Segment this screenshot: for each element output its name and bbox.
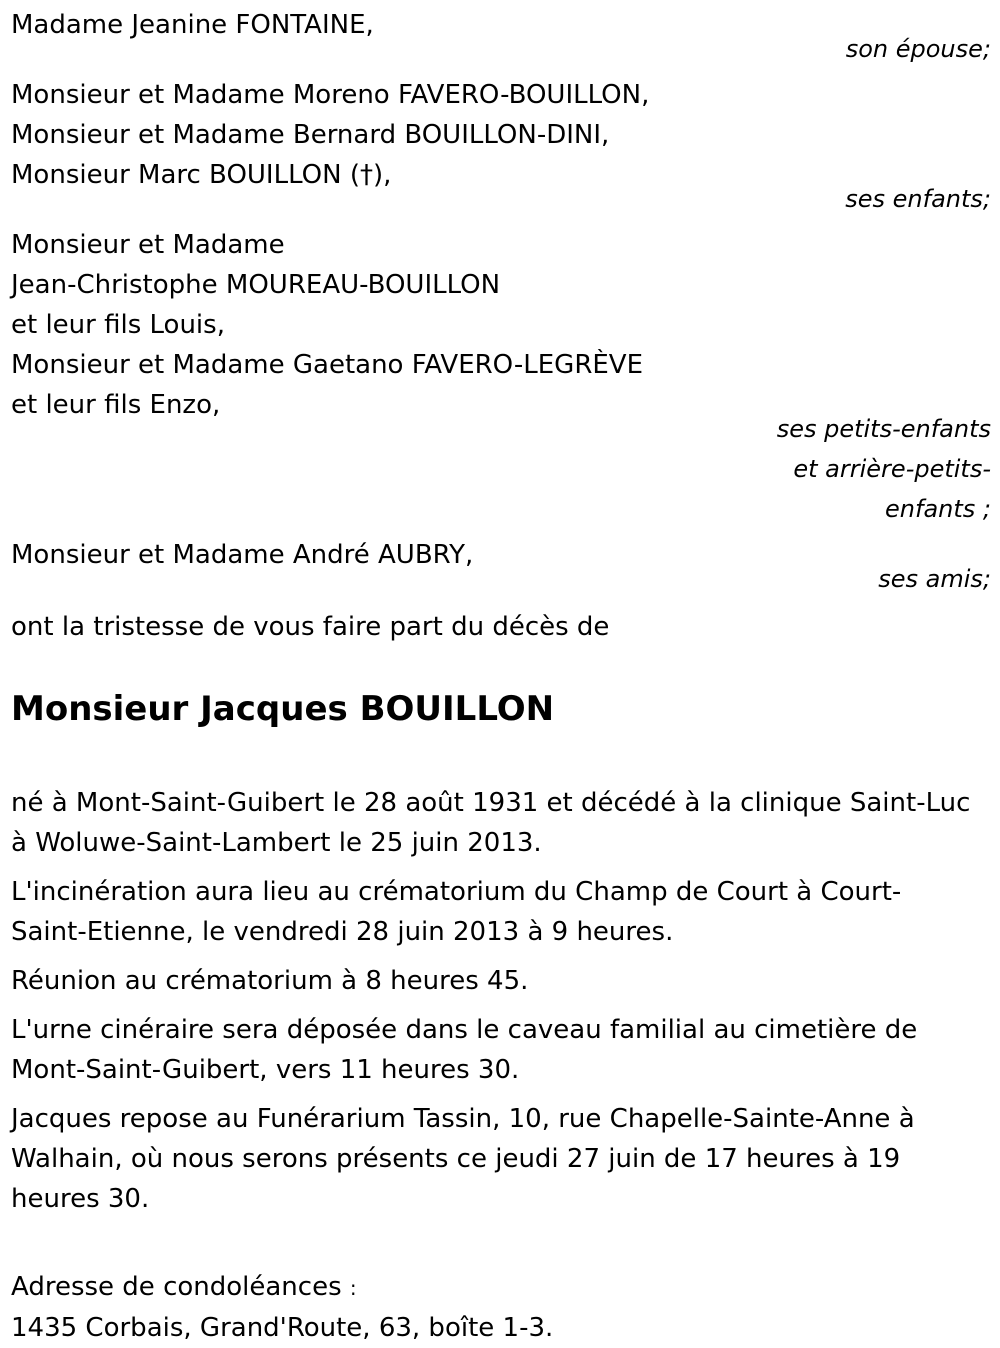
address-label-line [11, 1267, 991, 1308]
grandchild-line: et leur fils Louis, [11, 310, 225, 340]
grandchild-line: Jean-Christophe MOUREAU-BOUILLON [11, 270, 501, 300]
grandchildren-group [11, 225, 991, 529]
friends-role: ses amis; [878, 565, 991, 593]
address-colon: : [349, 1276, 357, 1300]
friends-group [11, 535, 991, 599]
child-name: Monsieur et Madame Moreno FAVERO-BOUILLON, [11, 80, 650, 110]
paragraph-line: L'urne cinéraire sera déposée dans le caveau familial au cimetière de [11, 1015, 918, 1045]
children-role: ses enfants; [845, 185, 991, 213]
paragraph-line: heures 30. [11, 1184, 150, 1214]
grandchild-line: Monsieur et Madame [11, 230, 285, 260]
spouse-group [11, 5, 991, 69]
intro-text: ont la tristesse de vous faire part du décès de [11, 612, 610, 642]
urn-paragraph [11, 1010, 991, 1090]
paragraph-line: Walhain, où nous serons présents ce jeudi 27 juin de 17 heures à 19 [11, 1144, 901, 1174]
grandchild-line: Monsieur et Madame Gaetano FAVERO-LEGRÈVE [11, 350, 644, 380]
child-name: Monsieur et Madame Bernard BOUILLON-DINI, [11, 120, 610, 150]
child-name: Monsieur Marc BOUILLON (†), [11, 160, 392, 190]
grandchildren-role-line: et arrière-petits- [793, 455, 991, 483]
birth-death-paragraph [11, 783, 991, 863]
spouse-name: Madame Jeanine FONTAINE, [11, 10, 374, 40]
address-label: Adresse de condoléances [11, 1272, 342, 1302]
spouse-role: son épouse; [845, 35, 991, 63]
grandchild-line: et leur fils Enzo, [11, 390, 221, 420]
obituary-notice [11, 5, 991, 1348]
paragraph-line: Réunion au crématorium à 8 heures 45. [11, 966, 529, 996]
friend-name: Monsieur et Madame André AUBRY, [11, 540, 474, 570]
paragraph-line: Jacques repose au Funérarium Tassin, 10, rue Chapelle-Sainte-Anne à [11, 1104, 915, 1134]
paragraph-line: L'incinération aura lieu au crématorium du Champ de Court à Court- [11, 877, 902, 907]
paragraph-line: à Woluwe-Saint-Lambert le 25 juin 2013. [11, 828, 542, 858]
funeral-home-paragraph [11, 1099, 991, 1219]
deceased-name: Monsieur Jacques BOUILLON [11, 689, 555, 729]
cremation-paragraph [11, 872, 991, 952]
condolence-address [11, 1267, 991, 1348]
paragraph-line: Mont-Saint-Guibert, vers 11 heures 30. [11, 1055, 520, 1085]
paragraph-line: né à Mont-Saint-Guibert le 28 août 1931 et décédé à la clinique Saint-Luc [11, 788, 971, 818]
gathering-paragraph [11, 961, 991, 1001]
paragraph-line: Saint-Etienne, le vendredi 28 juin 2013 à 9 heures. [11, 917, 674, 947]
grandchildren-role-line: enfants ; [885, 495, 991, 523]
grandchildren-role-line: ses petits-enfants [776, 415, 991, 443]
children-group [11, 75, 991, 219]
address-value: 1435 Corbais, Grand'Route, 63, boîte 1-3. [11, 1313, 554, 1343]
